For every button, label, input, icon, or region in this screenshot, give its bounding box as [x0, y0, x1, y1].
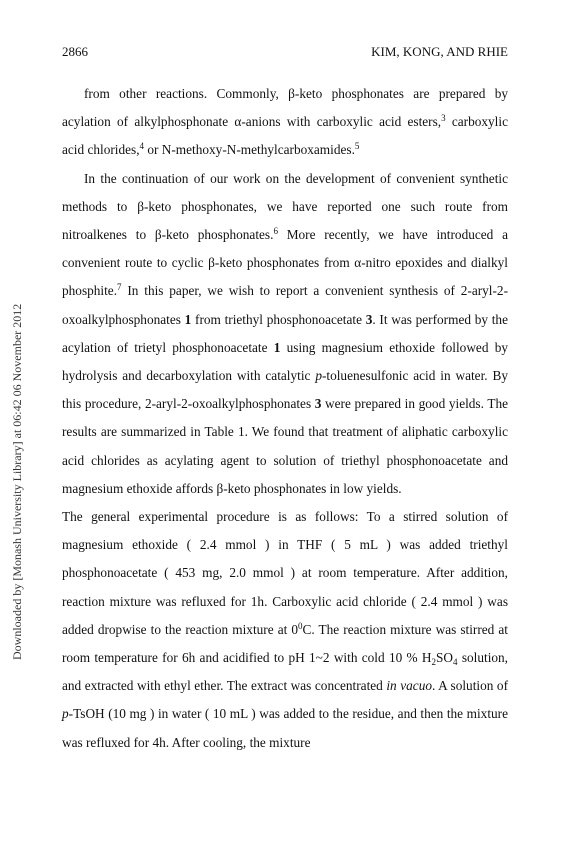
- degree-superscript: 0: [298, 620, 303, 631]
- text-run: -TsOH (10 mg ) in water ( 10 mL ) was added to the residue, and then the mixture was refluxed for 4h. After cooling, the mixture: [62, 706, 508, 750]
- subscript: 2: [431, 657, 437, 668]
- italic-p: p: [315, 368, 322, 384]
- text-run: were prepared in good yields. The results are summarized in Table 1. We found that treatment of aliphatic carboxylic acid chlorides as acylating agent to solution of triethyl phosphonoacetate and magnesium ethoxide affords β-keto phosphonates in low yields.: [62, 396, 508, 496]
- text-run: More recently, we have introduced a convenient route to cyclic β-keto phosphonates from α-nitro epoxides and dialkyl phosphite.: [62, 227, 508, 299]
- text-run: solution, and extracted with ethyl ether. The extract was concentrated: [62, 650, 509, 694]
- text-run: . It was performed by the acylation of trietyl phosphonoacetate: [62, 311, 508, 355]
- text-run: C. The reaction mixture was stirred at room temperature for 6h and acidified to pH 1~2 with cold 10 % H: [62, 621, 508, 666]
- italic-in-vacuo: in vacuo: [386, 678, 432, 694]
- page-number: 2866: [62, 44, 88, 59]
- text-run: In this paper, we wish to report a convenient synthesis of 2-aryl-2-oxoalkylphosphonates: [62, 283, 508, 327]
- text-run: carboxylic acid chlorides,: [62, 114, 508, 158]
- italic-p: p: [62, 706, 69, 722]
- text-run: The general experimental procedure is as follows: To a stirred solution of magnesium ethoxide ( 2.4 mmol ) in THF ( 5 mL ) was added triethyl phosphonoacetate ( 453 mg, 2.0 mmol ) at room temperature. After addition, reaction mixture was refluxed for 1h. Carboxylic acid chloride ( 2.4 mmol ) was added dropwise to the reaction mixture at 0: [62, 509, 508, 637]
- paragraph-2: [62, 165, 508, 503]
- paragraph-3: [62, 503, 508, 757]
- text-run: . A solution of: [432, 678, 508, 694]
- reference-5: 5: [354, 141, 360, 152]
- download-notice: Downloaded by [Monash University Library] at 06:42 06 November 2012: [10, 303, 24, 660]
- text-run: -toluenesulfonic acid in water. By this procedure, 2-aryl-2-oxoalkylphosphonates: [62, 368, 508, 412]
- compound-number: 3: [314, 396, 322, 412]
- running-head: KIM, KONG, AND RHIE: [371, 44, 508, 59]
- article-body: [62, 80, 508, 757]
- paragraph-1: [62, 80, 508, 165]
- reference-4: 4: [139, 141, 145, 152]
- download-sidebar: [0, 0, 24, 864]
- subscript: 4: [453, 657, 458, 668]
- compound-number: 1: [184, 311, 192, 327]
- compound-number: 3: [365, 311, 373, 327]
- page-header: [62, 44, 508, 64]
- reference-6: 6: [273, 226, 278, 237]
- text-run: using magnesium ethoxide followed by hydrolysis and decarboxylation with catalytic: [62, 339, 508, 384]
- text-run: In the continuation of our work on the development of convenient synthetic methods to β-keto phosphonates, we have reported one such route from nitroalkenes to β-keto phosphonates.: [62, 170, 508, 243]
- text-run: SO: [436, 650, 454, 666]
- text-run: from other reactions. Commonly, β-keto phosphonates are prepared by acylation of alkylphosphonate α-anions with carboxylic acid esters,: [62, 86, 508, 130]
- text-run: or N-methoxy-N-methylcarboxamides.: [144, 142, 355, 158]
- text-run: from triethyl phosphonoacetate: [191, 311, 366, 327]
- reference-3: 3: [441, 113, 446, 124]
- reference-7: 7: [117, 282, 122, 293]
- compound-number: 1: [273, 339, 281, 355]
